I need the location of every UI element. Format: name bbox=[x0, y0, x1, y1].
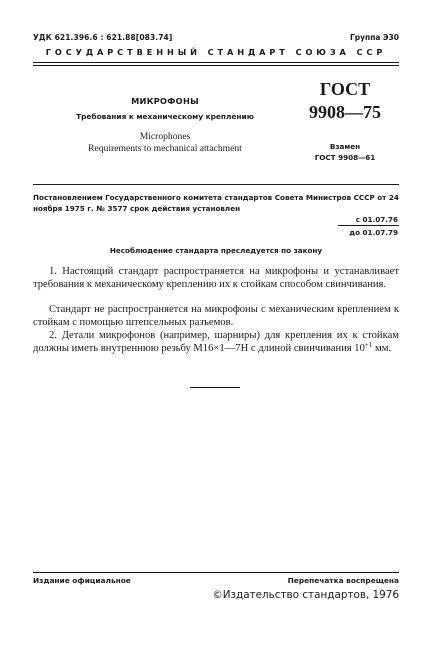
standard-subtitle-en: Requirements to mechanical attachment bbox=[88, 143, 242, 154]
udk-code: УДК 621.396.6 : 621.88[083.74] bbox=[33, 33, 173, 42]
clause-2-main: 2. Детали микрофонов (например, шарниры) для крепления их к стойкам должны иметь внутреннюю резьбу М16×1—7Н с длиной свинчивания 10 bbox=[33, 330, 399, 354]
replaces-label: Взамен bbox=[329, 142, 361, 151]
end-of-text-rule bbox=[190, 387, 240, 388]
valid-from-date: с 01.07.76 bbox=[355, 215, 398, 224]
valid-to-date: до 01.07.79 bbox=[349, 228, 398, 237]
legal-warning: Несоблюдение стандарта преследуется по закону bbox=[109, 246, 323, 255]
state-standard-header: ГОСУДАРСТВЕННЫЙ СТАНДАРТ СОЮЗА ССР bbox=[45, 47, 387, 57]
gost-label: ГОСТ bbox=[319, 79, 371, 99]
replaces-value: ГОСТ 9908—61 bbox=[314, 153, 376, 162]
official-edition-label: Издание официальное bbox=[33, 576, 131, 585]
clause-2-text bbox=[33, 330, 399, 355]
header-rule-thick bbox=[33, 62, 399, 63]
standard-title-en: Microphones bbox=[139, 131, 191, 142]
clause-note-text: Стандарт не распространяется на микрофоны с механическим креплением к стойкам с помощью штепсельных разъемов. bbox=[33, 304, 399, 328]
gost-number: 9908—75 bbox=[309, 102, 381, 122]
header-rule-thin bbox=[33, 65, 399, 66]
standard-title-ru: МИКРОФОНЫ bbox=[131, 96, 199, 106]
resolution-text: Постановлением Государственного комитета стандартов Совета Министров СССР от 24 ноября 1975 г. № 3577 срок действия установлен bbox=[33, 193, 399, 213]
clause-1-text: 1. Настоящий стандарт распространяется на микрофоны и устанавливает требования к механическому креплению их к стойкам способом свинчивания. bbox=[33, 266, 399, 290]
copyright-notice: ©Издательство стандартов, 1976 bbox=[212, 589, 399, 601]
standard-subtitle-ru: Требования к механическому креплению bbox=[76, 112, 254, 121]
clause-note bbox=[33, 304, 399, 329]
section-divider bbox=[33, 184, 399, 185]
clause-1 bbox=[33, 266, 399, 291]
clause-2-tolerance: +1 bbox=[364, 340, 373, 349]
group-code: Группа Э30 bbox=[349, 33, 399, 42]
clause-2-tail: мм. bbox=[372, 342, 392, 354]
footer-rule bbox=[33, 572, 399, 573]
reprint-prohibited-label: Перепечатка воспрещена bbox=[287, 576, 399, 585]
date-divider bbox=[338, 225, 399, 226]
clause-2 bbox=[33, 330, 399, 355]
